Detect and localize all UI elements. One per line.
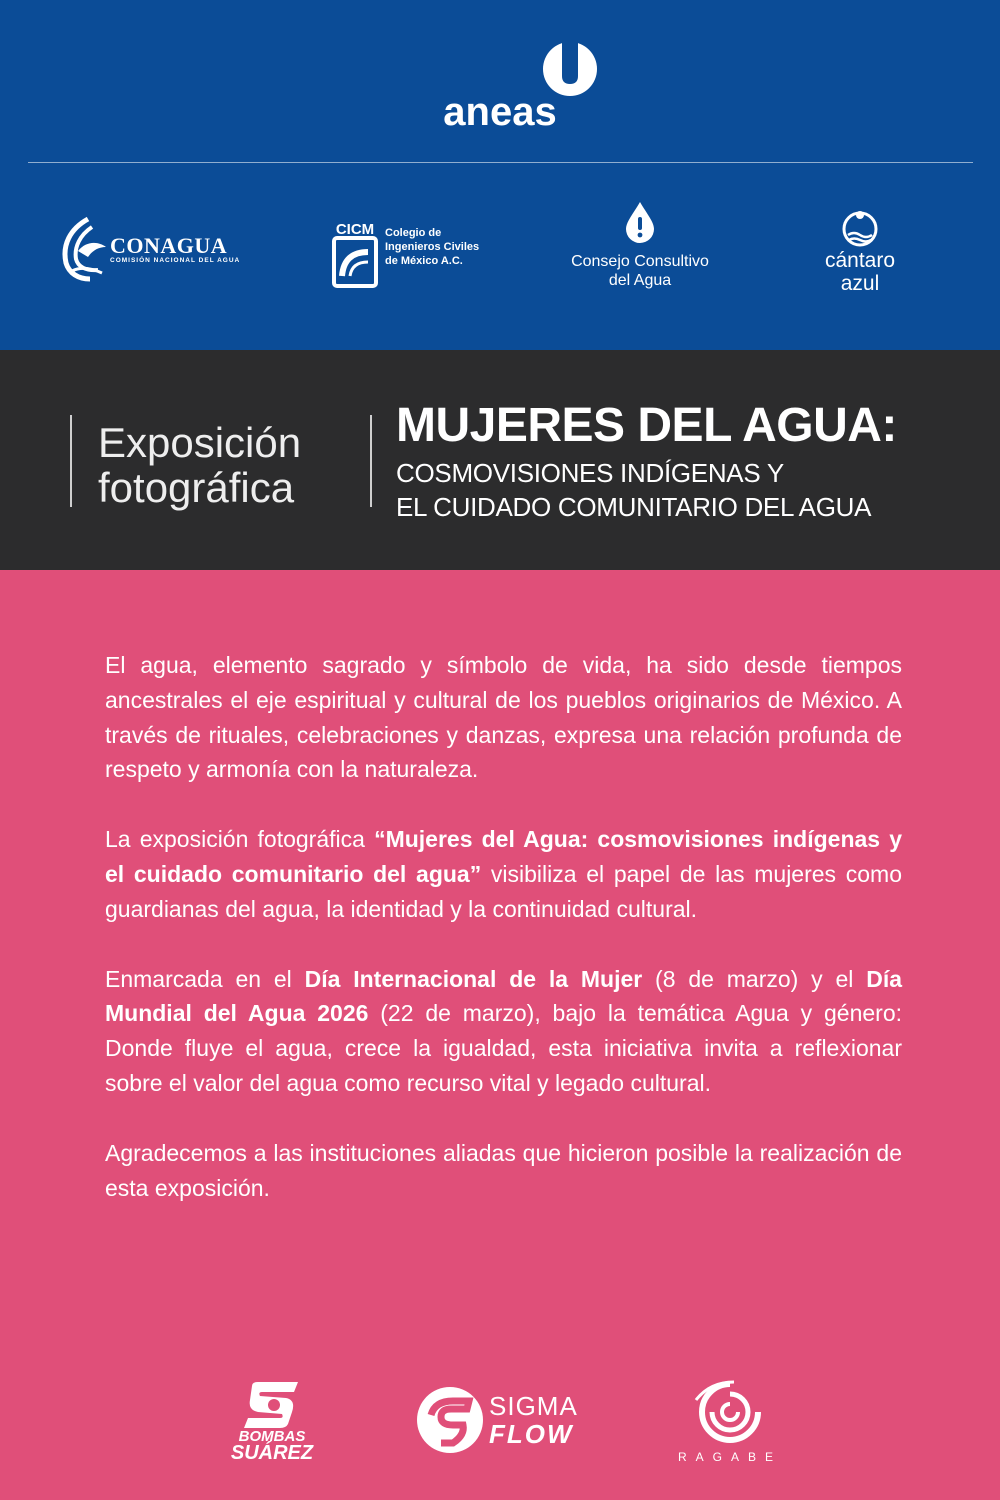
cicm-mark: CICM (335, 221, 375, 238)
exhibition-label-line2: fotográfica (98, 464, 295, 511)
cicm-logo (330, 218, 500, 290)
bombas-s-icon (222, 1380, 322, 1430)
conagua-eagle-icon (58, 215, 108, 285)
paragraph-2 (105, 822, 902, 926)
exhibition-label (98, 420, 301, 510)
p3-c: (8 de marzo) y el (642, 965, 867, 992)
main-subtitle: COSMOVISIONES INDÍGENAS Y EL CUIDADO COMUNITARIO DEL AGUA (396, 458, 872, 522)
sigma-flow-logo (415, 1385, 590, 1455)
ragabe-spiral-icon (690, 1378, 770, 1448)
cantaro-azul-logo (800, 205, 920, 300)
paragraph-1: El agua, elemento sagrado y símbolo de vida, ha sido desde tiempos ancestrales el eje espiritual y cultural de los pueblos originarios de México. A través de rituales, celebraciones y danzas, expresa una relación profunda de respeto y armonía con la naturaleza. (105, 652, 902, 783)
bombas-suarez-logo (222, 1380, 322, 1465)
ragabe-text: RAGABE (677, 1450, 782, 1464)
water-drop-icon (623, 200, 657, 244)
title-separator-left (70, 415, 72, 507)
body-text (105, 648, 902, 1240)
header-band (0, 0, 1000, 350)
header-divider (28, 162, 973, 163)
p2-intro: La exposición fotográfica (105, 826, 375, 853)
conagua-name: CONAGUA (110, 233, 228, 258)
paragraph-3 (105, 962, 902, 1101)
flow-text: FLOW (489, 1419, 574, 1449)
p3-e: (22 de marzo), bajo la temática Agua y género: Donde fluye el agua, crece la igualdad, esta iniciativa invita a reflexionar sobre el valor del agua como recurso vital y legado cultural. (105, 1000, 902, 1096)
p3-a: Enmarcada en el (105, 965, 305, 992)
title-band (0, 350, 1000, 570)
sigma-swirl-icon (415, 1385, 485, 1455)
aneas-wordmark: aneas (443, 90, 557, 134)
paragraph-4: Agradecemos a las instituciones aliadas que hicieron posible la realización de esta exposición. (105, 1139, 902, 1201)
p3-water-day: Día Mundial del Agua 2026 (105, 965, 902, 1027)
main-title: MUJERES DEL AGUA: (396, 399, 897, 452)
consejo-logo (560, 200, 720, 295)
p2-exhibition-title: “Mujeres del Agua: cosmovisiones indígenas y el cuidado comunitario del agua” (105, 826, 903, 887)
cicm-emblem-icon (330, 218, 380, 290)
p3-womens-day: Día Internacional de la Mujer (304, 965, 643, 992)
bombas-line1: BOMBAS (238, 1428, 306, 1445)
cicm-text: Colegio de Ingenieros Civiles de México A.C. (385, 227, 480, 267)
conagua-logo (58, 215, 248, 285)
jug-icon (836, 205, 884, 249)
aneas-logo (420, 36, 580, 132)
aneas-mark-icon (540, 36, 602, 98)
ragabe-logo (650, 1378, 810, 1468)
sigma-text: SIGMA (489, 1391, 578, 1421)
p2-rest: visibiliza el papel de las mujeres como guardianas del agua, la identidad y la continuidad cultural. (105, 860, 902, 922)
cantaro-text: cántaro azul (824, 249, 896, 295)
bombas-line2: SUÁREZ (230, 1442, 314, 1464)
consejo-text: Consejo Consultivo del Agua (571, 253, 709, 289)
exhibition-label-line1: Exposición (98, 419, 302, 466)
conagua-subtitle: COMISIÓN NACIONAL DEL AGUA (110, 257, 241, 264)
title-separator-right (370, 415, 372, 507)
